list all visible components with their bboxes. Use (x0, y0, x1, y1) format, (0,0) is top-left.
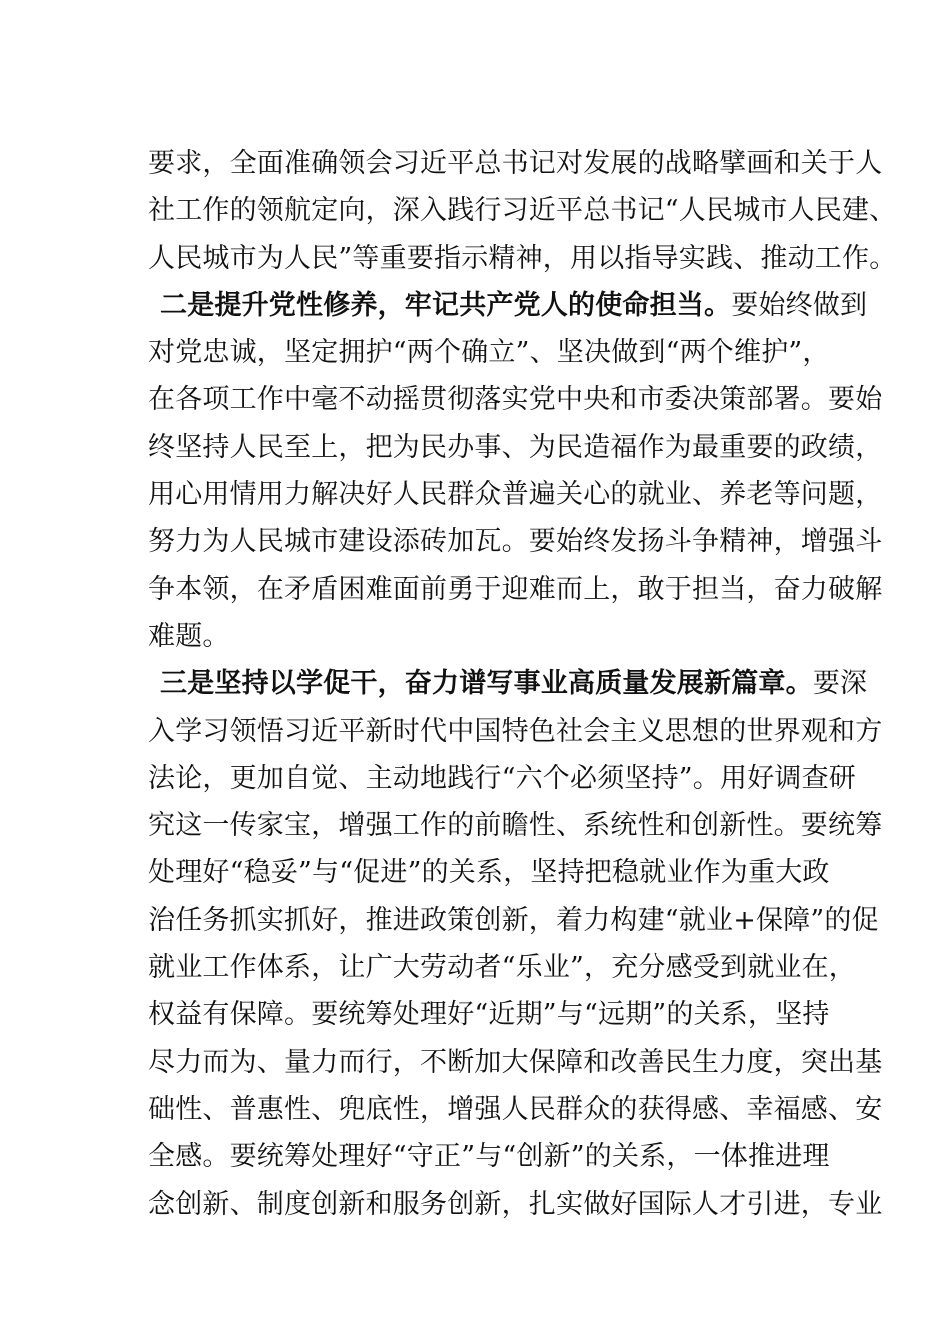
paragraph-3-line-8: 权益有保障。要统筹处理好“近期”与“远期”的关系，坚持 (148, 999, 830, 1031)
paragraph-1-line-1: 要求，全面准确领会习近平总书记对发展的战略擘画和关于人 (148, 148, 883, 179)
paragraph-2-heading: 二是提升党性修养，牢记共产党人的使命担当。 (160, 289, 732, 321)
paragraph-3-heading: 三是坚持以学促干，奋力谱写事业高质量发展新篇章。 (160, 668, 813, 700)
paragraph-3-line-10: 础性、普惠性、兜底性，增强人民群众的获得感、幸福感、安 (148, 1093, 883, 1125)
paragraph-3-line-9: 尽力而为、量力而行，不断加大保障和改善民生力度，突出基 (148, 1046, 883, 1078)
paragraph-3-line-2: 入学习领悟习近平新时代中国特色社会主义思想的世界观和方 (148, 715, 883, 747)
paragraph-3-line-5: 处理好“稳妥”与“促进”的关系，坚持把稳就业作为重大政 (148, 857, 830, 889)
paragraph-3-line-11: 全感。要统筹处理好“守正”与“创新”的关系，一体推进理 (148, 1141, 830, 1173)
paragraph-3-line-7: 就业工作体系，让广大劳动者“乐业”，充分感受到就业在， (148, 952, 857, 984)
paragraph-2-line-8: 难题。 (148, 620, 230, 652)
paragraph-3-line-4: 究这一传家宝，增强工作的前瞻性、系统性和创新性。要统筹 (148, 810, 883, 842)
paragraph-2-first-line-rest: 要始终做到 (731, 289, 868, 321)
paragraph-2-line-4: 终坚持人民至上，把为民办事、为民造福作为最重要的政绩， (148, 431, 883, 463)
paragraph-2-line-6: 努力为人民城市建设添砖加瓦。要始终发扬斗争精神，增强斗 (148, 526, 883, 558)
paragraph-3-first-line-rest: 要深 (812, 668, 868, 700)
paragraph-2-line-3: 在各项工作中毫不动摇贯彻落实党中央和市委决策部署。要始 (148, 384, 883, 416)
paragraph-2-line-7: 争本领，在矛盾困难面前勇于迎难而上，敢于担当，奋力破解 (148, 573, 883, 605)
paragraph-2-line-5: 用心用情用力解决好人民群众普遍关心的就业、养老等问题， (148, 479, 883, 511)
paragraph-2-line-2: 对党忠诚，坚定拥护“两个确立”、坚决做到“两个维护”， (148, 337, 830, 369)
paragraph-2-line-1 (148, 282, 868, 329)
paragraph-1-line-3: 人民城市为人民”等重要指示精神，用以指导实践、推动工作。 (148, 242, 897, 274)
paragraph-1-line-2: 社工作的领航定向，深入践行习近平总书记“人民城市人民建、 (148, 195, 897, 227)
paragraph-3-line-3: 法论，更加自觉、主动地践行“六个必须坚持”。用好调查研 (148, 762, 857, 794)
body-text (148, 140, 897, 1228)
paragraph-3-line-1 (148, 660, 868, 707)
paragraph-3-line-6: 治任务抓实抓好，推进政策创新，着力构建“就业+保障”的促 (148, 904, 879, 936)
paragraph-3-line-12: 念创新、制度创新和服务创新，扎实做好国际人才引进，专业 (148, 1188, 883, 1220)
